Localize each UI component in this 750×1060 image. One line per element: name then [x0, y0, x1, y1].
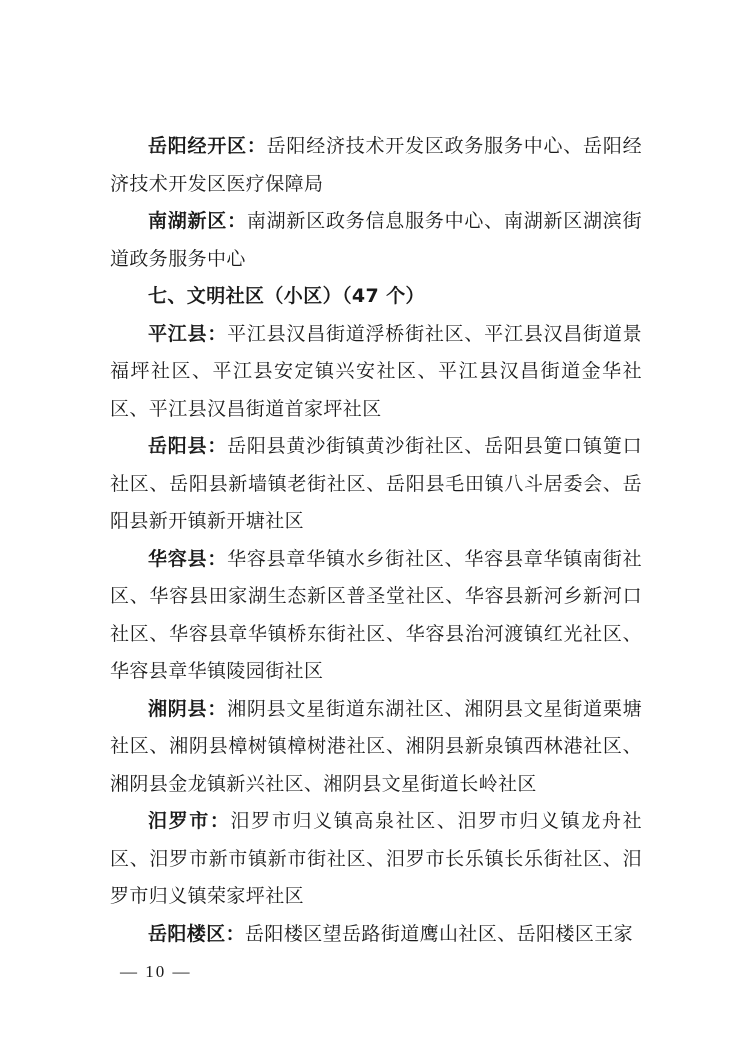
entry-yueyanglou-district: [110, 916, 642, 954]
entry-text: 南湖新区政务信息服务中心、南湖新区湖滨街道政务服务中心: [110, 210, 642, 270]
document-body: [110, 128, 642, 953]
entry-text: 华容县章华镇水乡街社区、华容县章华镇南街社区、华容县田家湖生态新区普圣堂社区、华容县新河乡新河口社区、华容县章华镇桥东街社区、华容县治河渡镇红光社区、华容县章华镇陵园街社区: [110, 547, 642, 682]
entry-label: 平江县：: [148, 322, 228, 345]
entry-huarong-county: [110, 541, 642, 691]
entry-text: 岳阳楼区望岳路街道鹰山社区、岳阳楼区王家: [245, 922, 634, 945]
entry-label: 岳阳经开区：: [148, 135, 267, 157]
entry-label: 岳阳县：: [148, 435, 228, 457]
entry-label: 华容县：: [148, 547, 228, 570]
entry-text: 汨罗市归义镇高泉社区、汨罗市归义镇龙舟社区、汨罗市新市镇新市街社区、汨罗市长乐镇长乐街社区、汨罗市归义镇荣家坪社区: [110, 810, 642, 907]
entry-text: 岳阳县黄沙街镇黄沙街社区、岳阳县筻口镇筻口社区、岳阳县新墙镇老街社区、岳阳县毛田镇八斗居委会、岳阳县新开镇新开塘社区: [110, 435, 642, 532]
entry-label: 南湖新区：: [148, 210, 247, 232]
entry-xiangyin-county: [110, 691, 642, 804]
entry-label: 湘阴县：: [148, 697, 228, 720]
page-number: — 10 —: [120, 962, 192, 981]
entry-nanhu-new-district: [110, 203, 642, 278]
entry-label: 岳阳楼区：: [148, 922, 246, 945]
entry-pingjiang-county: [110, 316, 642, 429]
entry-yueyang-county: [110, 428, 642, 541]
entry-text: 湘阴县文星街道东湖社区、湘阴县文星街道栗塘社区、湘阴县樟树镇樟树港社区、湘阴县新泉镇西林港社区、湘阴县金龙镇新兴社区、湘阴县文星街道长岭社区: [110, 697, 642, 795]
entry-text: 岳阳经济技术开发区政务服务中心、岳阳经济技术开发区医疗保障局: [110, 135, 642, 195]
entry-label: 汨罗市：: [148, 810, 231, 832]
section-heading: 七、文明社区（小区）（47 个）: [148, 285, 425, 307]
entry-text: 平江县汉昌街道浮桥街社区、平江县汉昌街道景福坪社区、平江县安定镇兴安社区、平江县汉昌街道金华社区、平江县汉昌街道首家坪社区: [110, 322, 642, 420]
entry-yueyang-econ-dev-zone: [110, 128, 642, 203]
entry-miluo-city: [110, 803, 642, 916]
